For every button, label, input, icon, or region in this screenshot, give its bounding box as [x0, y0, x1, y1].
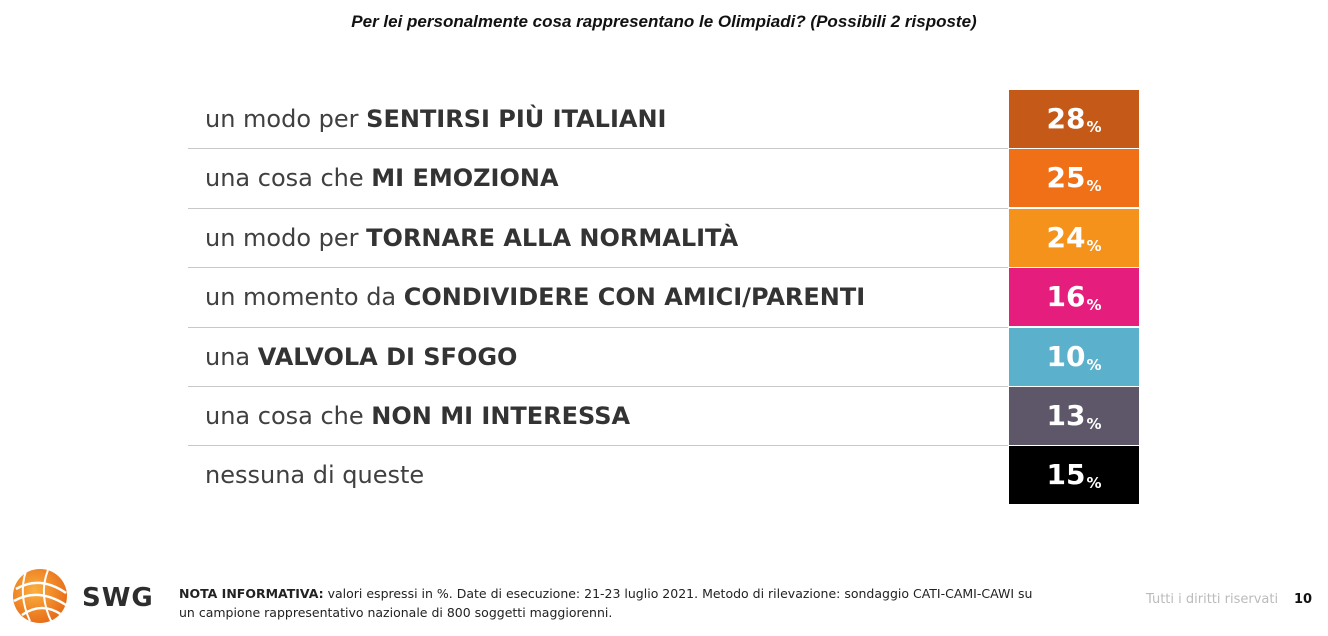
table-row — [188, 446, 1139, 505]
row-label — [205, 149, 559, 208]
row-label-emphasis: TORNARE ALLA NORMALITÀ — [366, 223, 739, 252]
table-row — [188, 387, 1139, 446]
note-text: valori espressi in %. Date di esecuzione: 21-23 luglio 2021. Metodo di rilevazione: sondaggio CATI-CAMI-CAWI su un campione rappresentativo nazionale di 800 soggetti maggiorenni. — [179, 586, 1033, 620]
row-label-prefix: una cosa che — [205, 401, 364, 430]
value-box — [1009, 328, 1139, 386]
value-box — [1009, 209, 1139, 267]
row-label — [205, 328, 517, 387]
table-row — [188, 149, 1139, 208]
chart-title: Per lei personalmente cosa rappresentano le Olimpiadi? (Possibili 2 risposte) — [351, 12, 977, 31]
percent-sign: % — [1086, 236, 1102, 255]
value-label: 10 — [1046, 339, 1086, 373]
value-box — [1009, 149, 1139, 207]
percent-sign: % — [1086, 414, 1102, 433]
table-row — [188, 209, 1139, 268]
results-table — [188, 90, 1139, 506]
value-box — [1009, 90, 1139, 148]
value-label: 13 — [1046, 398, 1086, 432]
value-box — [1009, 268, 1139, 326]
row-label — [205, 446, 424, 505]
row-label-emphasis: SENTIRSI PIÙ ITALIANI — [366, 105, 667, 133]
value-label: 16 — [1046, 280, 1086, 314]
row-label-prefix: un modo per — [205, 105, 359, 133]
percent-sign: % — [1086, 474, 1102, 493]
note-label: NOTA INFORMATIVA: — [179, 586, 324, 601]
row-label-emphasis: VALVOLA DI SFOGO — [257, 342, 518, 371]
row-label-prefix: un modo per — [205, 223, 359, 252]
value-label: 15 — [1046, 458, 1086, 492]
percent-sign: % — [1086, 177, 1102, 196]
row-label-emphasis: MI EMOZIONA — [371, 164, 559, 193]
row-label-prefix: un momento da — [205, 283, 397, 312]
value-label: 28 — [1046, 102, 1086, 135]
row-label-prefix: una — [205, 342, 251, 371]
row-label — [205, 90, 666, 149]
row-label-prefix: una cosa che — [205, 164, 364, 193]
rights-text: Tutti i diritti riservati — [1146, 592, 1279, 607]
row-label-prefix: nessuna di queste — [205, 461, 425, 490]
logo-text: SWG — [82, 583, 154, 613]
value-box — [1009, 387, 1139, 445]
page-number: 10 — [1294, 592, 1313, 607]
row-label — [205, 268, 865, 327]
row-label — [205, 209, 738, 268]
row-label-emphasis: NON MI INTERESSA — [371, 401, 631, 430]
value-label: 24 — [1046, 220, 1086, 254]
value-box — [1009, 446, 1139, 504]
row-label — [205, 387, 630, 446]
table-row — [188, 90, 1139, 149]
row-label-emphasis: CONDIVIDERE CON AMICI/PARENTI — [403, 283, 866, 312]
percent-sign: % — [1086, 296, 1102, 315]
percent-sign: % — [1086, 355, 1102, 374]
percent-sign: % — [1086, 118, 1102, 136]
table-row — [188, 268, 1139, 327]
methodology-note — [179, 584, 1049, 622]
value-label: 25 — [1046, 161, 1086, 195]
table-row — [188, 328, 1139, 387]
